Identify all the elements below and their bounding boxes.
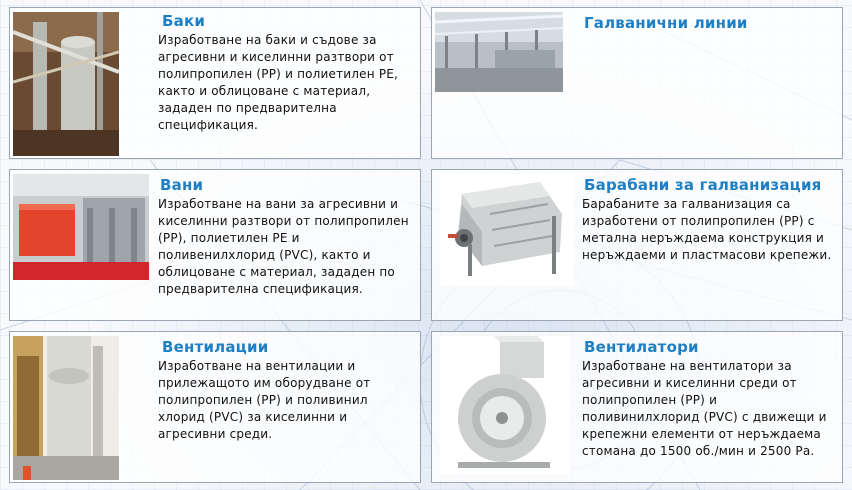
card-title: Вентилатори <box>584 338 699 356</box>
card-description: Изработване на баки и съдове за агресивни и киселинни разтвори от полипропилен (PP) и полиетилен PE, както и облицоване с материал, зададен по предварителна спецификация. <box>158 33 399 132</box>
card-description: Изработване на вани за агресивни и киселинни разтвори от полипропилен (PP), полиетилен PE и поливенилхлорид (PVC), както и облицоване с материал, зададен по предварителна спецификация. <box>158 197 409 296</box>
card-title: Барабани за галванизация <box>584 176 822 194</box>
product-card-baths[interactable] <box>9 169 421 321</box>
product-card-tanks[interactable] <box>9 7 421 159</box>
ventilation-photo <box>13 336 119 480</box>
card-title: Галванични линии <box>584 14 748 32</box>
product-card-galvanic-lines[interactable] <box>431 7 843 159</box>
card-title: Вентилации <box>162 338 269 356</box>
card-title: Вани <box>160 176 204 194</box>
product-card-galvanizing-drums[interactable] <box>431 169 843 321</box>
galvanic-lines-photo <box>435 12 563 92</box>
baths-photo <box>13 174 149 280</box>
fan-photo <box>440 336 570 474</box>
card-description: Барабаните за галванизация са изработени от полипропилен (PP) с метална неръждаема конструкция и неръждаеми и пластмасови крепежи. <box>582 197 832 262</box>
card-description: Изработване на вентилации и прилежащото им оборудване от полипропилен (PP) и поливинил хлорид (PVC) за киселинни и агресивни среди. <box>158 359 371 441</box>
card-description: Изработване на вентилатори за агресивни и киселинни среди от полипропилен (PP) и поливинилхлорид (PVC) с движещи и крепежни елементи от неръждаема стомана до 1500 об./мин и 2500 Ра. <box>582 359 827 458</box>
product-card-ventilation[interactable] <box>9 331 421 483</box>
tanks-photo <box>13 12 119 156</box>
card-title: Баки <box>162 12 206 30</box>
galvanizing-drum-photo <box>440 174 574 286</box>
product-card-fans[interactable] <box>431 331 843 483</box>
